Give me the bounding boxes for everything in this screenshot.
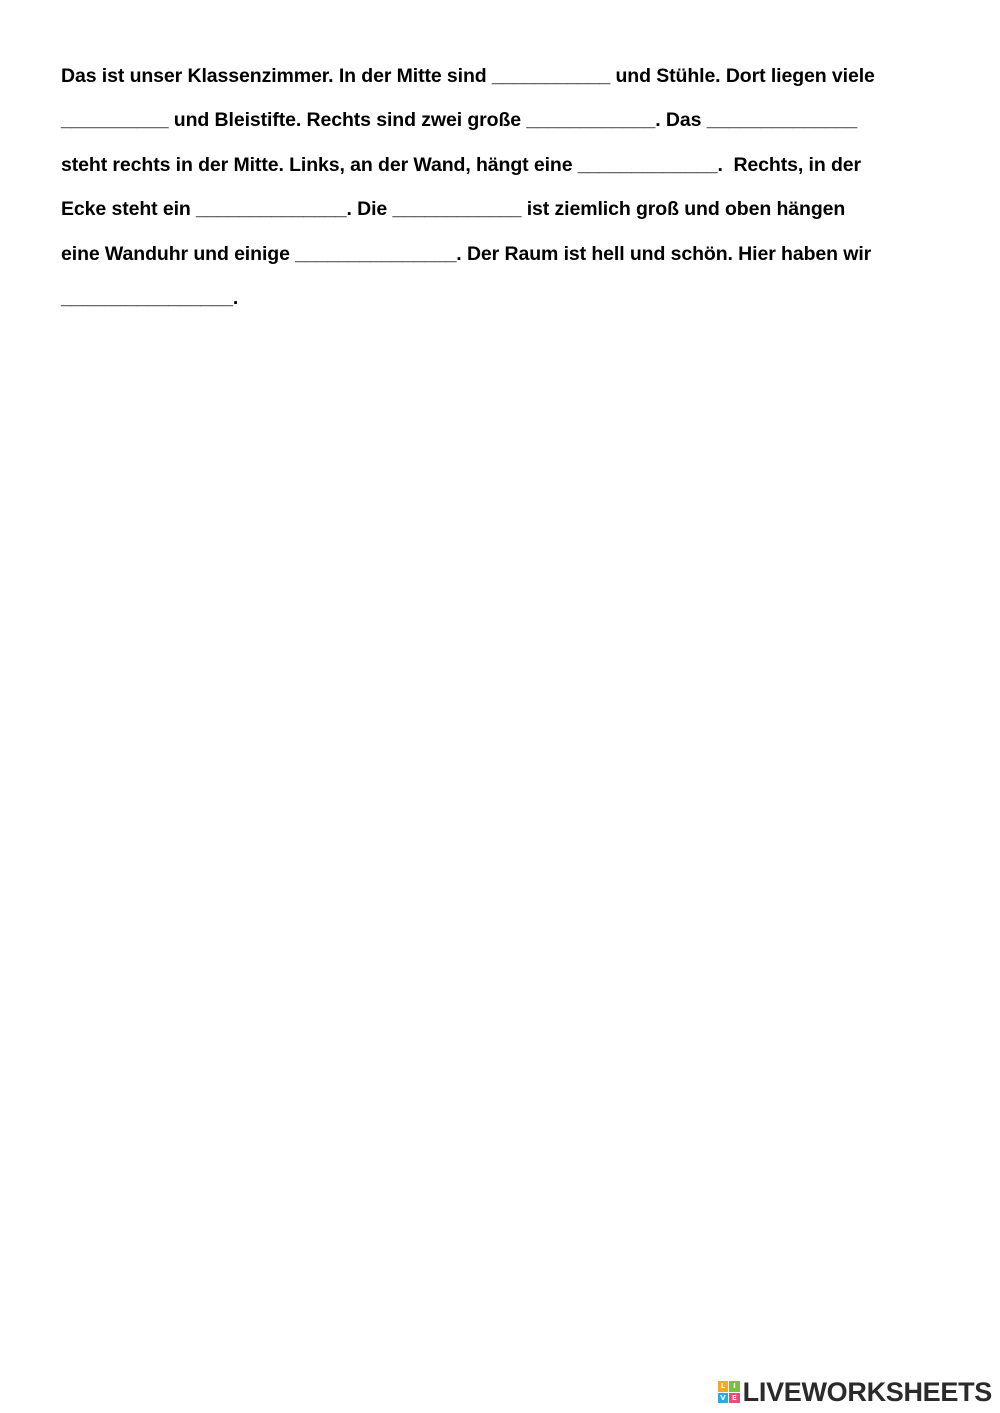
text-line-1: Das ist unser Klassenzimmer. In der Mitte sind ___________ und Stühle. Dort liegen viele bbox=[61, 65, 875, 87]
liveworksheets-logo bbox=[718, 1377, 992, 1407]
text-line-6: ________________. bbox=[61, 286, 239, 309]
liveworksheets-cube-icon bbox=[718, 1381, 740, 1403]
icon-letter-l: L bbox=[718, 1381, 729, 1392]
icon-letter-e: E bbox=[729, 1393, 740, 1404]
text-line-3: steht rechts in der Mitte. Links, an der Wand, hängt eine _____________. Rechts, in der bbox=[61, 153, 861, 176]
logo-text: LIVEWORKSHEETS bbox=[742, 1376, 992, 1407]
icon-letter-v: V bbox=[718, 1393, 729, 1404]
worksheet-text bbox=[61, 58, 941, 324]
text-line-4: Ecke steht ein ______________. Die ____________ ist ziemlich groß und oben hängen bbox=[61, 198, 846, 221]
text-line-2: __________ und Bleistifte. Rechts sind zwei große ____________. Das ______________ bbox=[61, 109, 858, 132]
icon-letter-i: I bbox=[729, 1381, 740, 1392]
text-line-5: eine Wanduhr und einige _______________. Der Raum ist hell und schön. Hier haben wir bbox=[61, 242, 872, 265]
